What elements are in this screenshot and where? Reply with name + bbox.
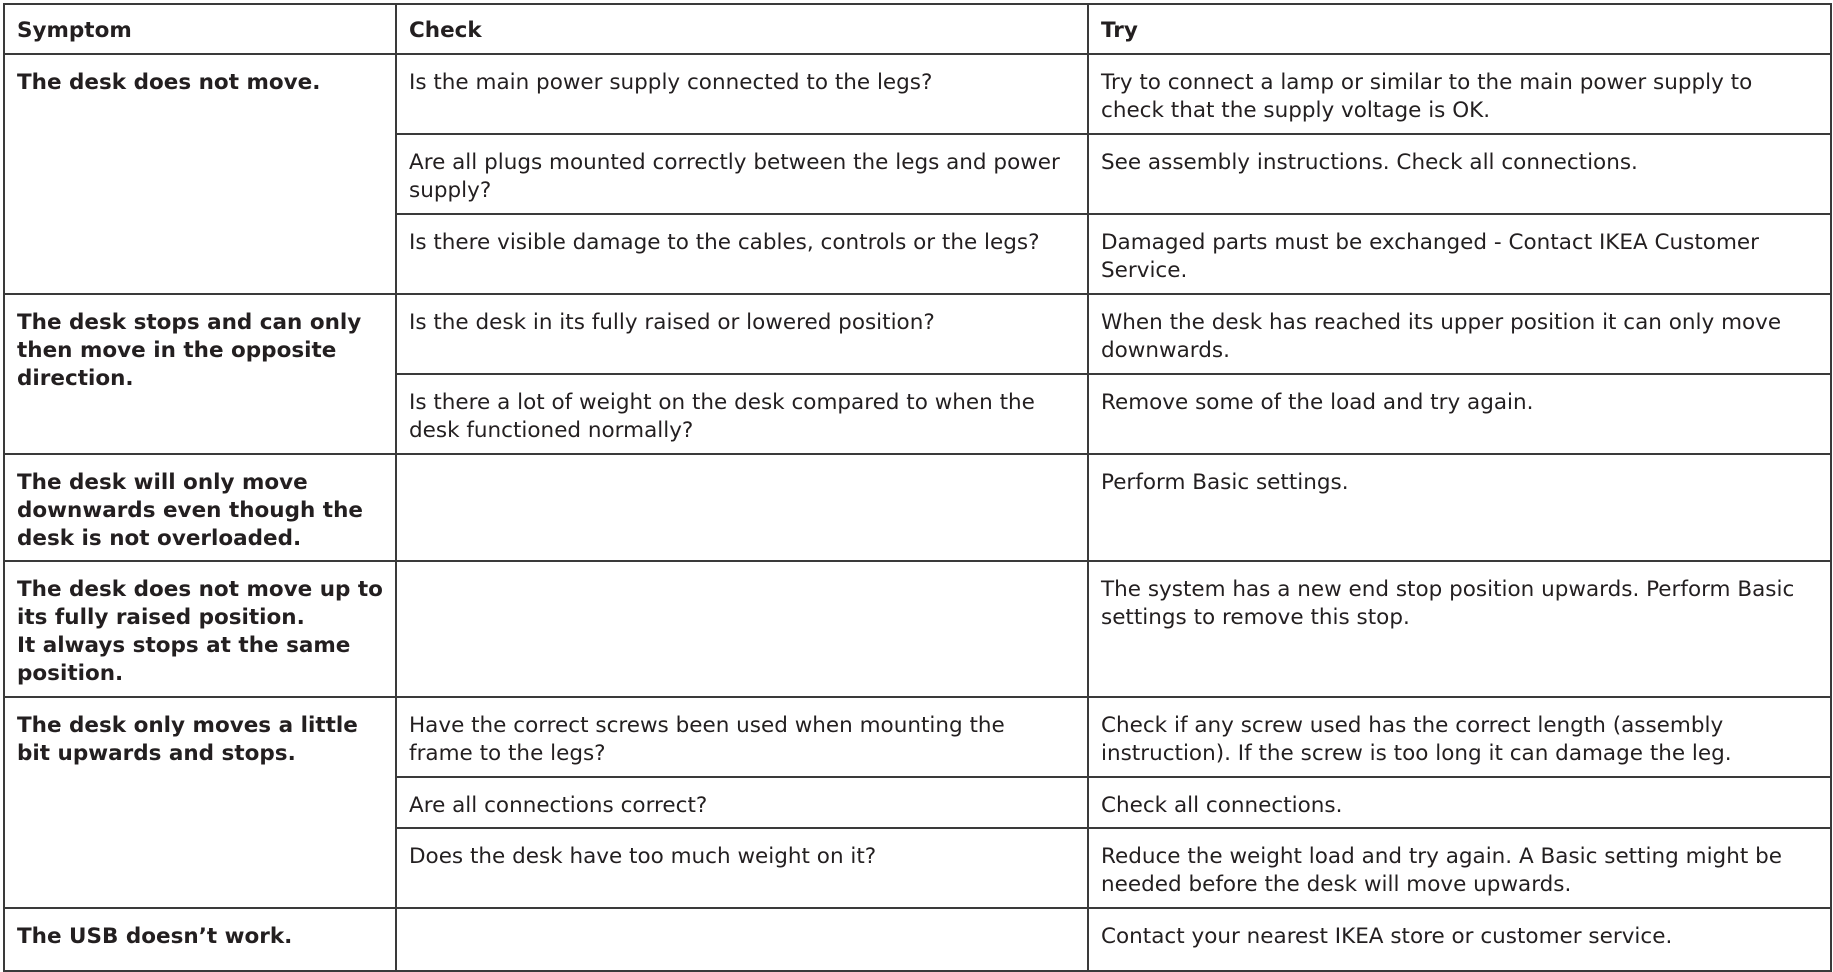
symptom-text: The USB doesn’t work. xyxy=(17,924,293,949)
try-header: Try xyxy=(1088,4,1831,54)
try-cell: Damaged parts must be exchanged - Contact IKEA Customer Service. xyxy=(1088,214,1831,294)
try-cell: See assembly instructions. Check all connections. xyxy=(1088,134,1831,214)
symptom-cell xyxy=(4,454,396,561)
symptom-text: The desk does not move up to its fully raised position. xyxy=(17,577,383,630)
try-cell: When the desk has reached its upper position it can only move downwards. xyxy=(1088,294,1831,374)
table-row xyxy=(4,908,1831,971)
try-cell: Try to connect a lamp or similar to the main power supply to check that the supply voltage is OK. xyxy=(1088,54,1831,134)
symptom-text: The desk will only move downwards even though the desk is not overloaded. xyxy=(17,470,363,551)
try-cell: The system has a new end stop position upwards. Perform Basic settings to remove this stop. xyxy=(1088,561,1831,697)
check-cell: Does the desk have too much weight on it? xyxy=(396,828,1088,908)
try-cell: Perform Basic settings. xyxy=(1088,454,1831,561)
check-cell: Is there a lot of weight on the desk compared to when the desk functioned normally? xyxy=(396,374,1088,454)
try-cell: Contact your nearest IKEA store or customer service. xyxy=(1088,908,1831,971)
check-cell xyxy=(396,561,1088,697)
troubleshooting-table xyxy=(3,3,1832,972)
symptom-text: It always stops at the same position. xyxy=(17,633,351,686)
check-cell: Is the main power supply connected to the legs? xyxy=(396,54,1088,134)
try-cell: Check if any screw used has the correct length (assembly instruction). If the screw is too long it can damage the leg. xyxy=(1088,697,1831,777)
try-cell: Check all connections. xyxy=(1088,777,1831,828)
symptom-cell xyxy=(4,697,396,908)
try-cell: Reduce the weight load and try again. A Basic setting might be needed before the desk will move upwards. xyxy=(1088,828,1831,908)
check-cell xyxy=(396,908,1088,971)
symptom-header: Symptom xyxy=(4,4,396,54)
header-row xyxy=(4,4,1831,54)
symptom-cell xyxy=(4,54,396,294)
symptom-cell xyxy=(4,294,396,454)
table-row xyxy=(4,54,1831,134)
check-cell: Is the desk in its fully raised or lowered position? xyxy=(396,294,1088,374)
symptom-cell xyxy=(4,908,396,971)
symptom-text: The desk only moves a little bit upwards and stops. xyxy=(17,713,358,766)
symptom-text: The desk stops and can only then move in the opposite direction. xyxy=(17,310,362,391)
table-row xyxy=(4,561,1831,697)
check-cell: Are all plugs mounted correctly between the legs and power supply? xyxy=(396,134,1088,214)
check-cell: Have the correct screws been used when mounting the frame to the legs? xyxy=(396,697,1088,777)
symptom-text: The desk does not move. xyxy=(17,70,321,95)
check-cell xyxy=(396,454,1088,561)
try-cell: Remove some of the load and try again. xyxy=(1088,374,1831,454)
table-row xyxy=(4,454,1831,561)
symptom-cell xyxy=(4,561,396,697)
check-cell: Is there visible damage to the cables, controls or the legs? xyxy=(396,214,1088,294)
table-row xyxy=(4,697,1831,777)
check-cell: Are all connections correct? xyxy=(396,777,1088,828)
table-row xyxy=(4,294,1831,374)
check-header: Check xyxy=(396,4,1088,54)
